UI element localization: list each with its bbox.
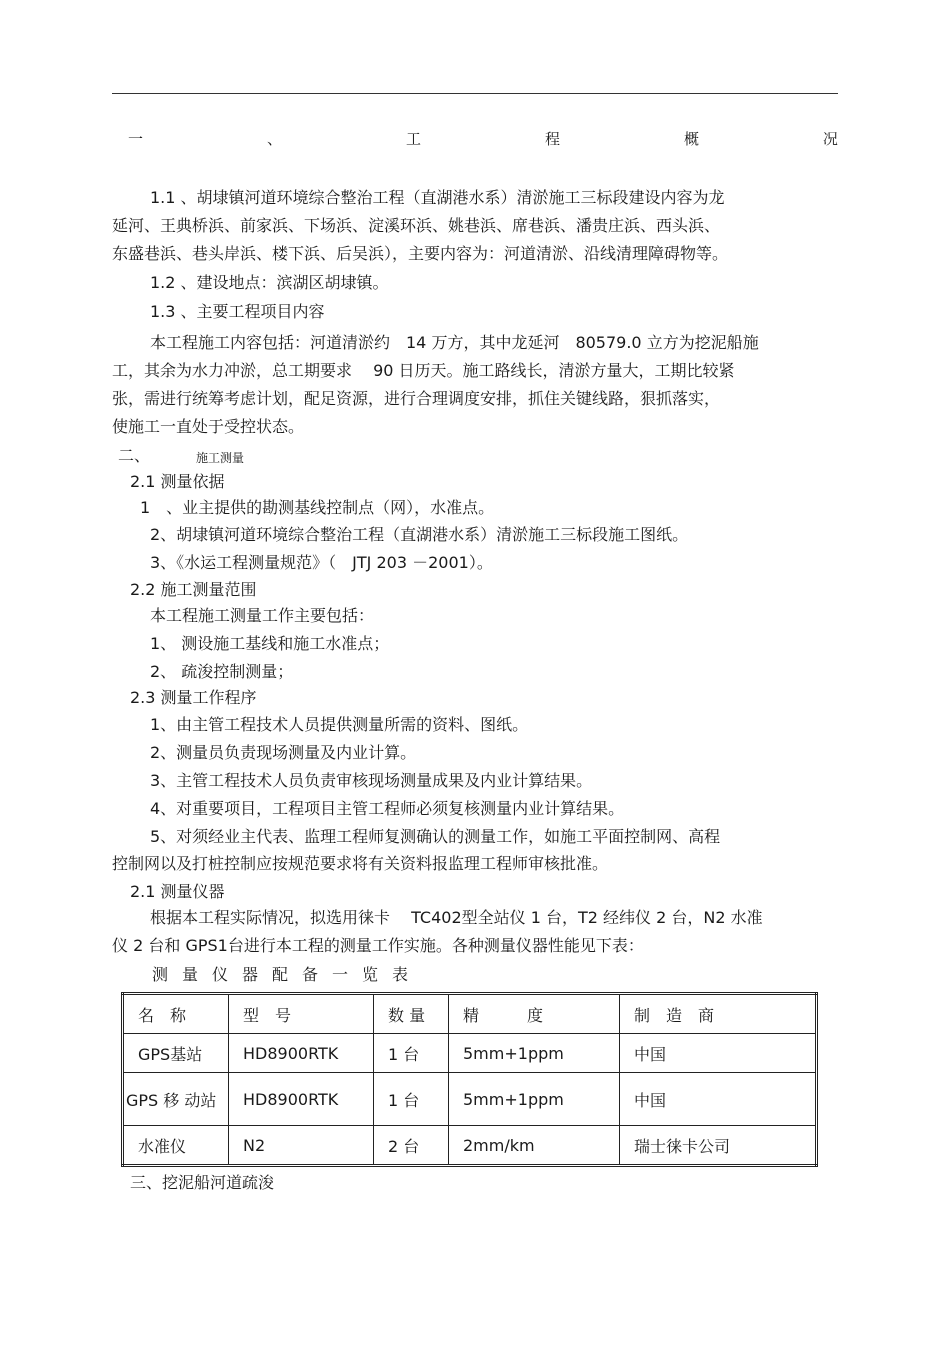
paragraph-2-2-intro: 本工程施工测量工作主要包括： — [150, 606, 375, 625]
paragraph-1-3-line: 使施工一直处于受控状态。 — [112, 417, 305, 436]
heading-char: 、 — [266, 130, 282, 148]
list-item: 4、对重要项目，工程项目主管工程师必须复核测量内业计算结果。 — [150, 799, 625, 818]
table-cell: GPS基站 — [123, 1034, 229, 1073]
table-header-cell: 数 量 — [374, 994, 449, 1034]
subheading-1-3: 1.3 、主要工程项目内容 — [150, 302, 325, 321]
instrument-table — [121, 992, 818, 1167]
table-row — [123, 1034, 817, 1073]
section-1-heading — [128, 128, 838, 150]
list-item: 1、 测设施工基线和施工水准点； — [150, 634, 390, 653]
table-cell: 5mm+1ppm — [449, 1034, 620, 1073]
paragraph-1-3-line: 本工程施工内容包括：河道清淤约 14 万方，其中龙延河 80579.0 立方为挖泥船施 — [150, 333, 759, 352]
table-cell: 2mm/km — [449, 1126, 620, 1166]
table-cell: HD8900RTK — [229, 1034, 374, 1073]
list-item: 2、测量员负责现场测量及内业计算。 — [150, 743, 417, 762]
heading-char: 工 — [405, 130, 421, 148]
table-cell: 5mm+1ppm — [449, 1073, 620, 1126]
list-item: 3、主管工程技术人员负责审核现场测量成果及内业计算结果。 — [150, 771, 593, 790]
table-row — [123, 1126, 817, 1166]
list-item: 3、《水运工程测量规范》（ JTJ 203 －2001）。 — [150, 553, 493, 572]
list-item: 2、胡埭镇河道环境综合整治工程（直湖港水系）清淤施工三标段施工图纸。 — [150, 525, 689, 544]
table-header-cell: 型 号 — [229, 994, 374, 1034]
paragraph-1-2: 1.2 、建设地点：滨湖区胡埭镇。 — [150, 273, 389, 292]
table-cell: 中国 — [620, 1034, 817, 1073]
table-caption: 测量仪器配备一览表 — [152, 965, 423, 984]
paragraph-1-1-line: 延河、王典桥浜、前家浜、下场浜、淀溪环浜、姚巷浜、席巷浜、潘贵庄浜、西头浜、 — [112, 216, 721, 235]
header-rule — [112, 93, 838, 94]
heading-char: 程 — [544, 130, 560, 148]
subheading-2-3: 2.3 测量工作程序 — [130, 688, 257, 707]
table-cell: HD8900RTK — [229, 1073, 374, 1126]
table-cell: N2 — [229, 1126, 374, 1166]
table-header-cell: 名 称 — [123, 994, 229, 1034]
table-cell: GPS 移 动站 — [123, 1073, 229, 1126]
list-item: 1 、业主提供的勘测基线控制点（网），水准点。 — [140, 498, 495, 517]
section-2-heading-number: 二、 — [118, 446, 151, 465]
section-2-heading-text: 施工测量 — [196, 451, 245, 465]
table-cell: 水准仪 — [123, 1126, 229, 1166]
table-header-cell: 精 度 — [449, 994, 620, 1034]
subheading-2-2: 2.2 施工测量范围 — [130, 580, 257, 599]
heading-char: 一 — [128, 130, 144, 148]
table-cell: 1 台 — [374, 1034, 449, 1073]
paragraph-1-1-line: 1.1 、胡埭镇河道环境综合整治工程（直湖港水系）清淤施工三标段建设内容为龙 — [150, 188, 725, 207]
table-row — [123, 1073, 817, 1126]
subheading-2-1: 2.1 测量依据 — [130, 472, 225, 491]
list-item: 2、 疏浚控制测量； — [150, 662, 294, 681]
list-item: 1、由主管工程技术人员提供测量所需的资料、图纸。 — [150, 715, 529, 734]
paragraph-1-1-line: 东盛巷浜、巷头岸浜、楼下浜、后吴浜），主要内容为：河道清淤、沿线清理障碍物等。 — [112, 244, 729, 263]
paragraph-2-4-line: 根据本工程实际情况，拟选用徕卡 TC402型全站仪 1 台，T2 经纬仪 2 台，N2 水准 — [150, 908, 763, 927]
table-cell: 2 台 — [374, 1126, 449, 1166]
table-cell: 中国 — [620, 1073, 817, 1126]
table-cell: 瑞士徕卡公司 — [620, 1126, 817, 1166]
subheading-2-4: 2.1 测量仪器 — [130, 882, 225, 901]
list-item: 5、对须经业主代表、监理工程师复测确认的测量工作，如施工平面控制网、高程 — [150, 827, 721, 846]
paragraph-1-3-line: 张，需进行统筹考虑计划，配足资源，进行合理调度安排，抓住关键线路，狠抓落实， — [112, 389, 721, 408]
table-header-row — [123, 994, 817, 1034]
heading-char: 况 — [822, 130, 838, 148]
list-item-continuation: 控制网以及打桩控制应按规范要求将有关资料报监理工程师审核批准。 — [112, 854, 609, 873]
table-header-cell: 制 造 商 — [620, 994, 817, 1034]
paragraph-1-3-line: 工，其余为水力冲淤，总工期要求 90 日历天。施工路线长，清淤方量大，工期比较紧 — [112, 361, 735, 380]
heading-char: 概 — [683, 130, 699, 148]
section-3-heading: 三、挖泥船河道疏浚 — [130, 1173, 275, 1192]
paragraph-2-4-line: 仪 2 台和 GPS1台进行本工程的测量工作实施。各种测量仪器性能见下表： — [112, 936, 644, 955]
table-cell: 1 台 — [374, 1073, 449, 1126]
